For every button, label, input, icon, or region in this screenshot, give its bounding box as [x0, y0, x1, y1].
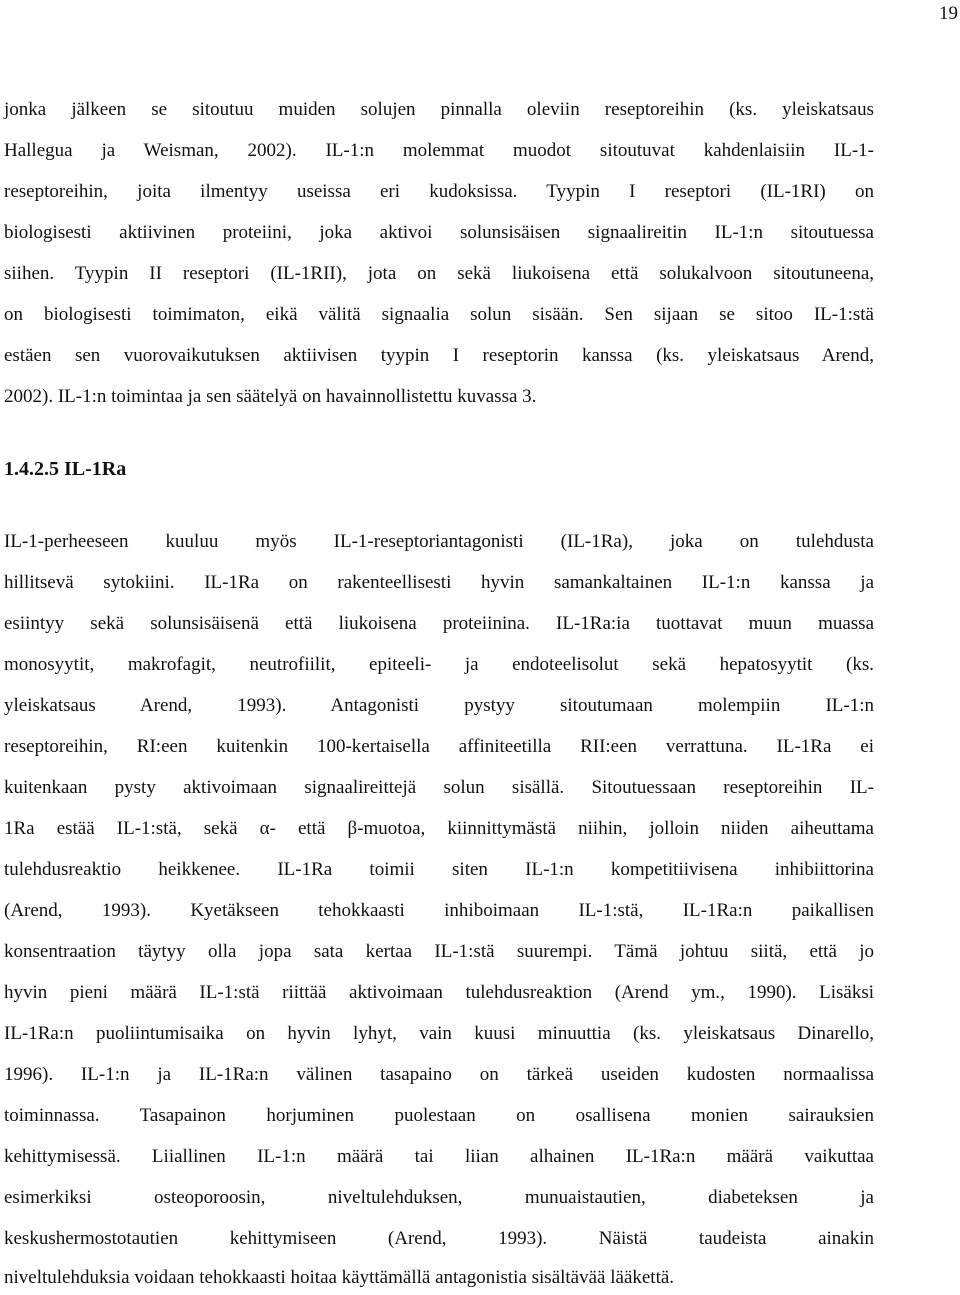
paragraph-1-line: Hallegua ja Weisman, 2002). IL-1:n molemmat muodot sitoutuvat kahdenlaisiin IL-1-	[4, 140, 874, 161]
paragraph-2-line: 1996). IL-1:n ja IL-1Ra:n välinen tasapaino on tärkeä useiden kudosten normaalissa	[4, 1064, 874, 1085]
paragraph-2-line: konsentraation täytyy olla jopa sata kertaa IL-1:stä suurempi. Tämä johtuu siitä, että jo	[4, 941, 874, 962]
paragraph-2-line: 1Ra estää IL-1:stä, sekä α- että β-muotoa, kiinnittymästä niihin, jolloin niiden aiheuttama	[4, 818, 874, 839]
paragraph-1-line: 2002). IL-1:n toimintaa ja sen säätelyä on havainnollistettu kuvassa 3.	[4, 386, 537, 407]
paragraph-2-line: esimerkiksi osteoporoosin, niveltulehduksen, munuaistautien, diabeteksen ja	[4, 1187, 874, 1208]
paragraph-2-line: tulehdusreaktio heikkenee. IL-1Ra toimii siten IL-1:n kompetitiivisena inhibiittorina	[4, 859, 874, 880]
paragraph-2-line: IL-1-perheeseen kuuluu myös IL-1-reseptoriantagonisti (IL-1Ra), joka on tulehdusta	[4, 531, 874, 552]
paragraph-2-line: IL-1Ra:n puoliintumisaika on hyvin lyhyt, vain kuusi minuuttia (ks. yleiskatsaus Dinarello,	[4, 1023, 874, 1044]
paragraph-1-line: on biologisesti toimimaton, eikä välitä signaalia solun sisään. Sen sijaan se sitoo IL-1:stä	[4, 304, 874, 325]
paragraph-2-line: toiminnassa. Tasapainon horjuminen puolestaan on osallisena monien sairauksien	[4, 1105, 874, 1126]
paragraph-2-line: reseptoreihin, RI:een kuitenkin 100-kertaisella affiniteetilla RII:een verrattuna. IL-1Ra ei	[4, 736, 874, 757]
paragraph-2-line: yleiskatsaus Arend, 1993). Antagonisti pystyy sitoutumaan molempiin IL-1:n	[4, 695, 874, 716]
paragraph-1-line: siihen. Tyypin II reseptori (IL-1RII), jota on sekä liukoisena että solukalvoon sitoutuneena,	[4, 263, 874, 284]
paragraph-1-line: reseptoreihin, joita ilmentyy useissa eri kudoksissa. Tyypin I reseptori (IL-1RI) on	[4, 181, 874, 202]
paragraph-1-line: biologisesti aktiivinen proteiini, joka aktivoi solunsisäisen signaalireitin IL-1:n sitoutuessa	[4, 222, 874, 243]
paragraph-2-line: niveltulehduksia voidaan tehokkaasti hoitaa käyttämällä antagonistia sisältävää lääkettä.	[4, 1267, 675, 1288]
paragraph-2-line: hillitsevä sytokiini. IL-1Ra on rakenteellisesti hyvin samankaltainen IL-1:n kanssa ja	[4, 572, 874, 593]
paragraph-1-line: estäen sen vuorovaikutuksen aktiivisen tyypin I reseptorin kanssa (ks. yleiskatsaus Arend,	[4, 345, 874, 366]
section-heading: 1.4.2.5 IL-1Ra	[4, 458, 127, 480]
paragraph-2-line: keskushermostotautien kehittymiseen (Arend, 1993). Näistä taudeista ainakin	[4, 1228, 874, 1249]
paragraph-2-line: monosyytit, makrofagit, neutrofiilit, epiteeli- ja endoteelisolut sekä hepatosyytit (ks.	[4, 654, 874, 675]
page-number: 19	[939, 3, 958, 24]
paragraph-1-line: jonka jälkeen se sitoutuu muiden solujen pinnalla oleviin reseptoreihin (ks. yleiskatsaus	[4, 99, 874, 120]
paragraph-2-line: hyvin pieni määrä IL-1:stä riittää aktivoimaan tulehdusreaktion (Arend ym., 1990). Lisäksi	[4, 982, 874, 1003]
paragraph-2-line: esiintyy sekä solunsisäisenä että liukoisena proteiinina. IL-1Ra:ia tuottavat muun muassa	[4, 613, 874, 634]
paragraph-2-line: (Arend, 1993). Kyetäkseen tehokkaasti inhiboimaan IL-1:stä, IL-1Ra:n paikallisen	[4, 900, 874, 921]
paragraph-2-line: kuitenkaan pysty aktivoimaan signaalireittejä solun sisällä. Sitoutuessaan reseptoreihin IL-	[4, 777, 874, 798]
paragraph-2-line: kehittymisessä. Liiallinen IL-1:n määrä tai liian alhainen IL-1Ra:n määrä vaikuttaa	[4, 1146, 874, 1167]
